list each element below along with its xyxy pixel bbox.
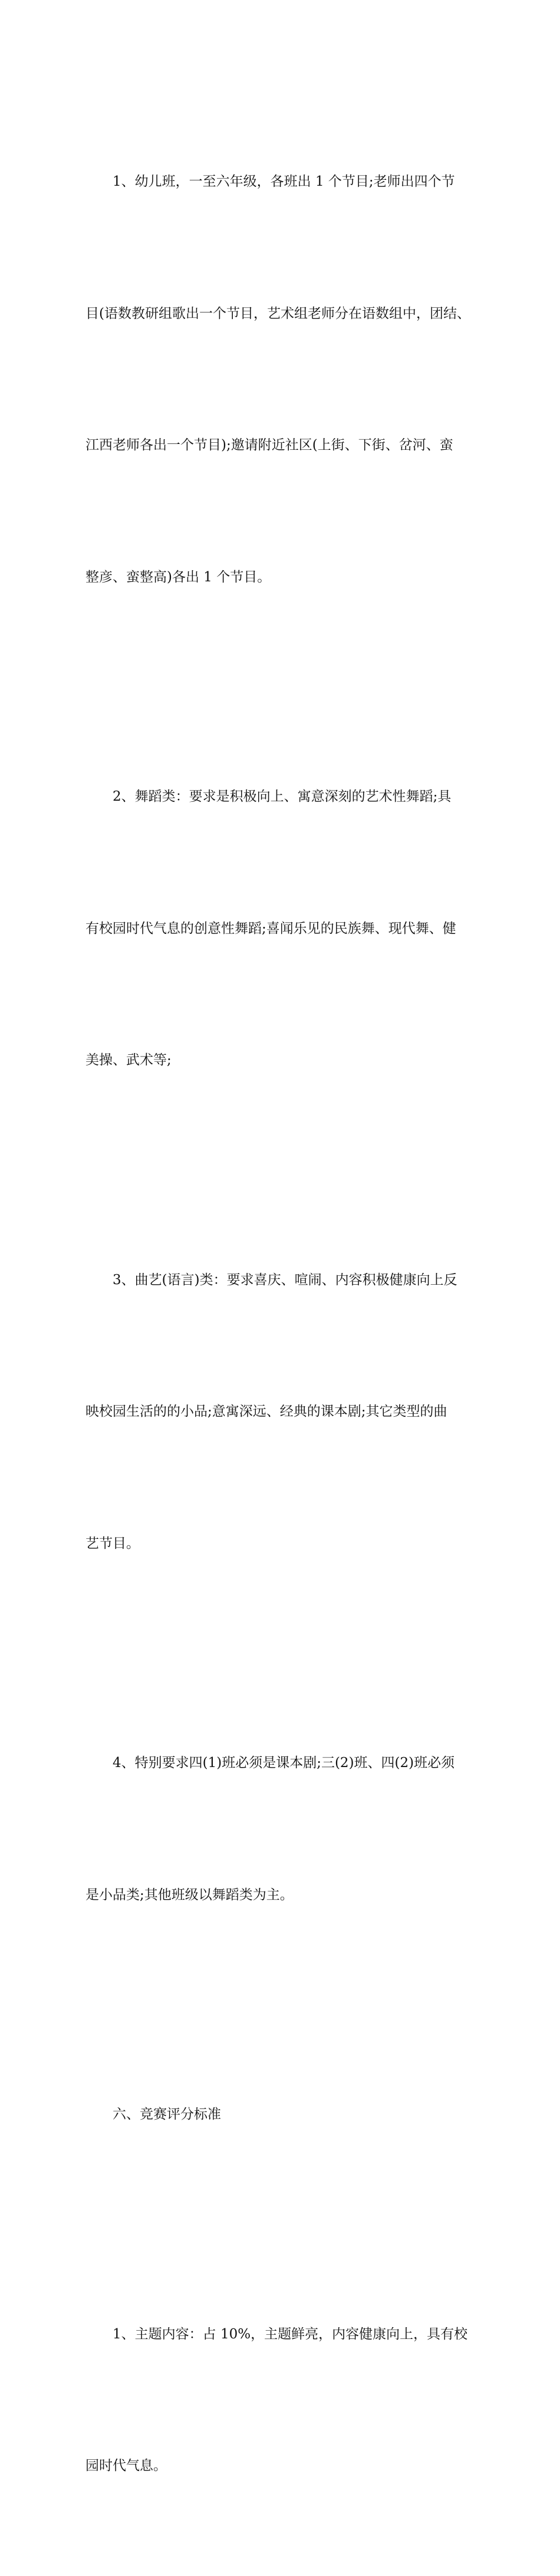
section-heading: 六、竞赛评分标准	[113, 2107, 221, 2122]
document-body	[85, 72, 477, 2576]
text-line: 1、幼儿班，一至六年级，各班出 1 个节目;老师出四个节	[113, 174, 455, 189]
text-line: 3、曲艺(语言)类：要求喜庆、喧闹、内容积极健康向上反	[113, 1272, 457, 1288]
paragraph-theme-content	[85, 2225, 477, 2576]
text-line: 园时代气息。	[85, 2458, 167, 2473]
text-line: 美操、武术等;	[85, 1052, 172, 1068]
paragraph-special-requirements	[85, 1653, 477, 2005]
text-line: 目(语数教研组歌出一个节目，艺术组老师分在语数组中，团结、	[85, 305, 470, 321]
text-line: 整彦、蛮整高)各出 1 个节目。	[85, 569, 271, 585]
text-line: 有校园时代气息的创意性舞蹈;喜闻乐见的民族舞、现代舞、健	[85, 920, 456, 936]
text-line: 江西老师各出一个节目);邀请附近社区(上街、下街、岔河、蛮	[85, 437, 453, 453]
text-line: 映校园生活的的小品;意寓深远、经典的课本剧;其它类型的曲	[85, 1404, 447, 1419]
text-line: 1、主题内容：占 10%，主题鲜亮，内容健康向上，具有校	[113, 2326, 468, 2342]
text-line: 艺节目。	[85, 1535, 140, 1551]
text-line: 4、特别要求四(1)班必须是课本剧;三(2)班、四(2)班必须	[113, 1755, 455, 1771]
section-heading-scoring	[85, 2005, 477, 2225]
paragraph-quyi-category	[85, 1170, 477, 1654]
text-line: 是小品类;其他班级以舞蹈类为主。	[85, 1887, 294, 1903]
paragraph-program-allocation	[85, 72, 477, 687]
paragraph-dance-category	[85, 687, 477, 1170]
text-line: 2、舞蹈类：要求是积极向上、寓意深刻的艺术性舞蹈;具	[113, 789, 452, 804]
